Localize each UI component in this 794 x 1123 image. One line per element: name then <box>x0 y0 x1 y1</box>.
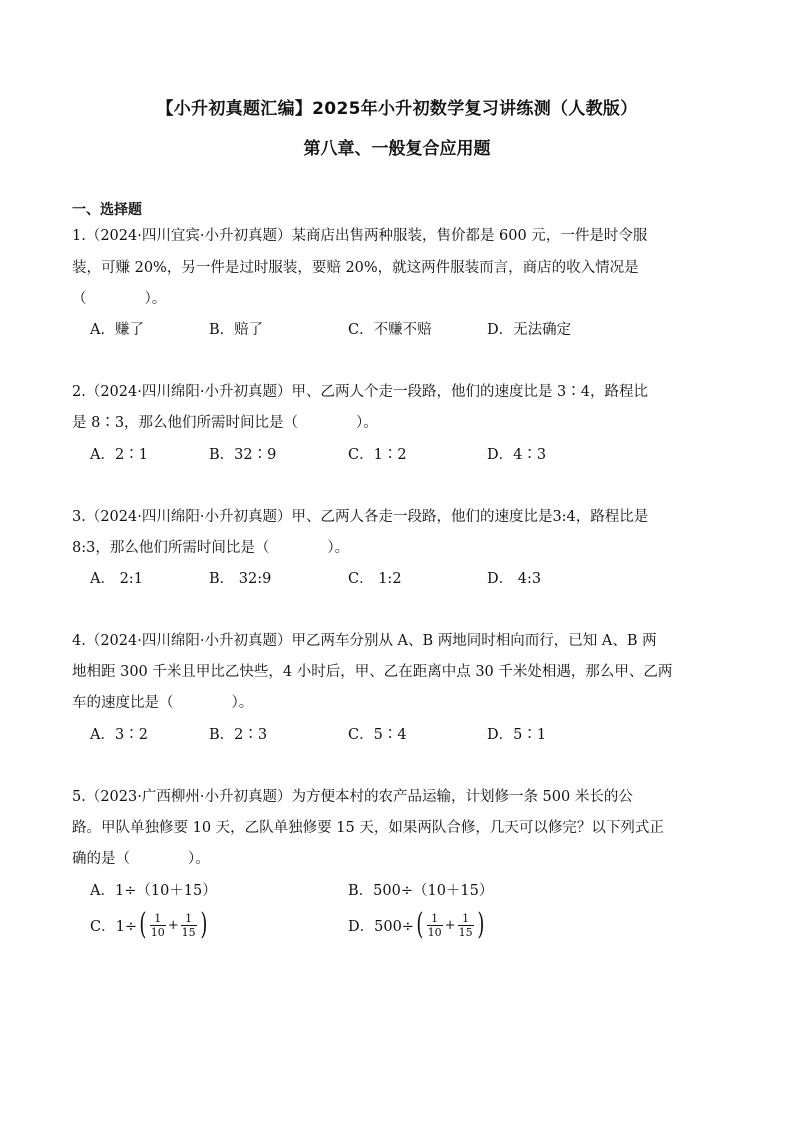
question-1-line-3: （ ）。 <box>72 291 167 307</box>
question-3-option-d: D． 4:3 <box>487 571 542 587</box>
question-3-option-b: B． 32:9 <box>209 571 272 587</box>
question-5-line-2: 路。甲队单独修要 10 天，乙队单独修要 15 天，如果两队合修，几天可以修完？以下列式正 <box>72 820 664 836</box>
question-2-line-2: 是 8∶3，那么他们所需时间比是（ ）。 <box>72 415 378 431</box>
left-paren-glyph: ( <box>416 907 424 942</box>
fraction-one-tenth: $\frac{1}{10}$ <box>150 911 165 939</box>
question-1-option-c: C．不赚不赔 <box>348 322 432 338</box>
question-5-line-1: 5.（2023·广西柳州·小升初真题）为方便本村的农产品运输，计划修一条 500 米长的公 <box>72 789 633 805</box>
question-3-line-2: 8:3，那么他们所需时间比是（ ）。 <box>72 540 350 556</box>
question-5-option-d <box>348 907 486 942</box>
question-5-line-3: 确的是（ ）。 <box>72 851 210 867</box>
option-d-prefix: D．500÷ <box>348 918 414 935</box>
question-2-option-b: B．32∶9 <box>209 447 277 463</box>
question-3-line-1: 3.（2024·四川绵阳·小升初真题）甲、乙两人各走一段路，他们的速度比是3:4，路程比是 <box>72 509 649 525</box>
question-4-option-b: B．2∶3 <box>209 727 268 743</box>
section-heading: 一、选择题 <box>72 202 142 218</box>
question-1-option-d: D．无法确定 <box>487 322 572 338</box>
question-1-line-1: 1.（2024·四川宜宾·小升初真题）某商店出售两种服装，售价都是 600 元，一件是时令服 <box>72 228 648 244</box>
question-1-line-2: 装，可赚 20%，另一件是过时服装，要赔 20%，就这两件服装而言，商店的收入情况是 <box>72 260 639 276</box>
question-5-option-c <box>90 907 209 942</box>
question-4-line-1: 4.（2024·四川绵阳·小升初真题）甲乙两车分别从 A、B 两地同时相向而行，已知 A、B 两 <box>72 633 657 649</box>
fraction-one-fifteenth: $\frac{1}{15}$ <box>458 911 473 939</box>
question-1-option-a: A．赚了 <box>90 322 144 338</box>
question-4-line-3: 车的速度比是（ ）。 <box>72 695 254 711</box>
question-5-option-b: B．500÷（10＋15） <box>348 883 494 899</box>
question-1-option-b: B．赔了 <box>209 322 264 338</box>
right-paren-glyph: ) <box>199 907 207 942</box>
question-4-option-a: A．3∶2 <box>90 727 148 743</box>
question-3-option-a: A． 2:1 <box>90 571 143 587</box>
question-2-option-d: D．4∶3 <box>487 447 547 463</box>
chapter-title: 第八章、一般复合应用题 <box>303 139 491 159</box>
plus-sign: + <box>444 917 456 933</box>
fraction-one-fifteenth: $\frac{1}{15}$ <box>181 911 196 939</box>
question-5-option-a: A．1÷（10＋15） <box>90 883 217 899</box>
right-paren-glyph: ) <box>476 907 484 942</box>
fraction-one-tenth: $\frac{1}{10}$ <box>427 911 442 939</box>
question-4-option-c: C．5∶4 <box>348 727 407 743</box>
question-4-option-d: D．5∶1 <box>487 727 547 743</box>
question-2-option-c: C．1∶2 <box>348 447 407 463</box>
option-c-prefix: C．1÷ <box>90 918 137 935</box>
question-3-option-c: C． 1:2 <box>348 571 402 587</box>
question-2-line-1: 2.（2024·四川绵阳·小升初真题）甲、乙两人个走一段路，他们的速度比是 3∶4，路程比 <box>72 384 649 400</box>
question-2-option-a: A．2∶1 <box>90 447 148 463</box>
document-title: 【小升初真题汇编】2025年小升初数学复习讲练测（人教版） <box>156 99 638 119</box>
left-paren-glyph: ( <box>139 907 147 942</box>
plus-sign: + <box>167 917 179 933</box>
question-4-line-2: 地相距 300 千米且甲比乙快些，4 小时后，甲、乙在距离中点 30 千米处相遇，那么甲、乙两 <box>72 664 673 680</box>
